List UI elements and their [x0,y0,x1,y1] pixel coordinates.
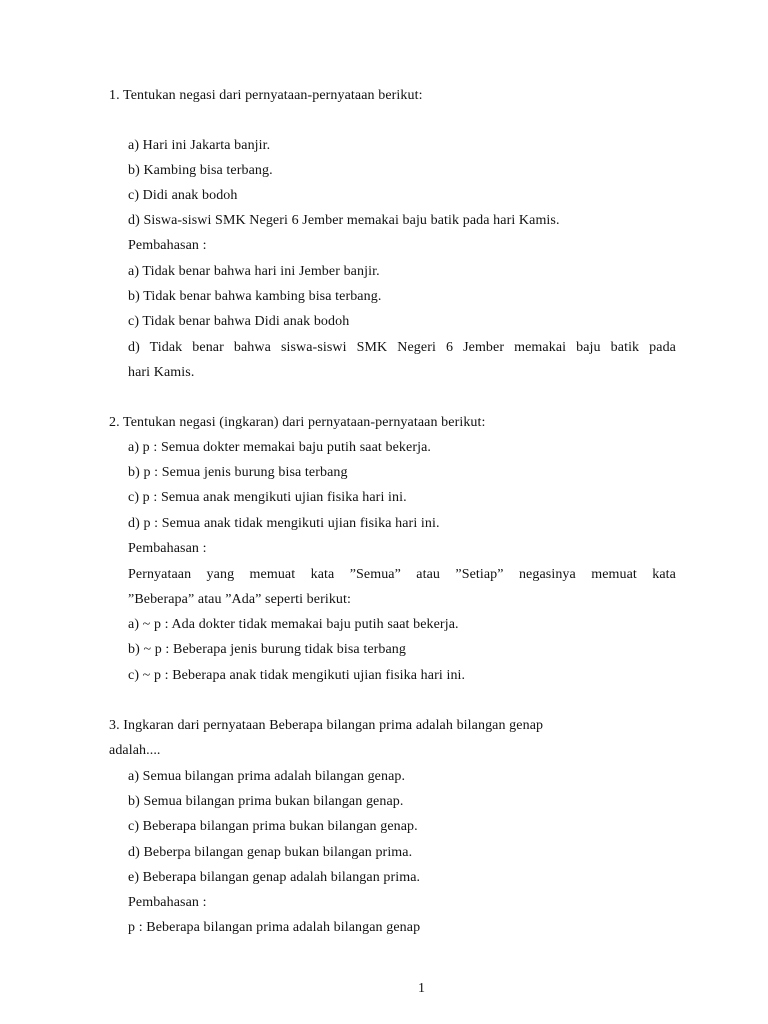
question-2-item-d: d) p : Semua anak tidak mengikuti ujian fisika hari ini. [128,516,440,531]
question-1-answer-b: b) Tidak benar bahwa kambing bisa terbang. [128,289,382,304]
question-2-item-c: c) p : Semua anak mengikuti ujian fisika hari ini. [128,490,407,505]
question-1-answer-d-continued: hari Kamis. [128,365,195,380]
question-1-answer-a: a) Tidak benar bahwa hari ini Jember banjir. [128,264,380,279]
question-1-item-c: c) Didi anak bodoh [128,188,238,203]
question-1-answer-d: d) Tidak benar bahwa siswa-siswi SMK Negeri 6 Jember memakai baju batik pada [128,340,676,355]
question-3-option-d: d) Beberpa bilangan genap bukan bilangan prima. [128,845,413,860]
question-1-item-b: b) Kambing bisa terbang. [128,163,273,178]
question-3-premise: p : Beberapa bilangan prima adalah bilangan genap [128,920,421,935]
question-2: 2. Tentukan negasi (ingkaran) dari pernyataan-pernyataan berikut: [109,415,486,430]
question-1-answer-c: c) Tidak benar bahwa Didi anak bodoh [128,314,350,329]
question-2-explanation-line-2: ”Beberapa” atau ”Ada” seperti berikut: [128,592,352,607]
question-2-answer-a: a) ~ p : Ada dokter tidak memakai baju putih saat bekerja. [128,617,459,632]
question-3-option-c: c) Beberapa bilangan prima bukan bilangan genap. [128,819,418,834]
question-1-pembahasan-label: Pembahasan : [128,238,207,253]
page-number: 1 [418,981,425,996]
question-2-item-b: b) p : Semua jenis burung bisa terbang [128,465,348,480]
question-1-item-a: a) Hari ini Jakarta banjir. [128,138,271,153]
question-3-option-a: a) Semua bilangan prima adalah bilangan genap. [128,769,406,784]
question-1-item-d: d) Siswa-siswi SMK Negeri 6 Jember memakai baju batik pada hari Kamis. [128,213,560,228]
question-2-item-a: a) p : Semua dokter memakai baju putih saat bekerja. [128,440,431,455]
question-3-option-e: e) Beberapa bilangan genap adalah bilangan prima. [128,870,421,885]
question-2-answer-b: b) ~ p : Beberapa jenis burung tidak bisa terbang [128,642,407,657]
question-2-answer-c: c) ~ p : Beberapa anak tidak mengikuti ujian fisika hari ini. [128,668,466,683]
question-3-pembahasan-label: Pembahasan : [128,895,207,910]
question-1: 1. Tentukan negasi dari pernyataan-pernyataan berikut: [109,88,423,103]
question-2-explanation-line-1: Pernyataan yang memuat kata ”Semua” atau ”Setiap” negasinya memuat kata [128,567,676,582]
question-3-option-b: b) Semua bilangan prima bukan bilangan genap. [128,794,404,809]
question-3-line-2: adalah.... [109,743,161,758]
question-2-pembahasan-label: Pembahasan : [128,541,207,556]
question-3-line-1: 3. Ingkaran dari pernyataan Beberapa bilangan prima adalah bilangan genap [109,718,544,733]
